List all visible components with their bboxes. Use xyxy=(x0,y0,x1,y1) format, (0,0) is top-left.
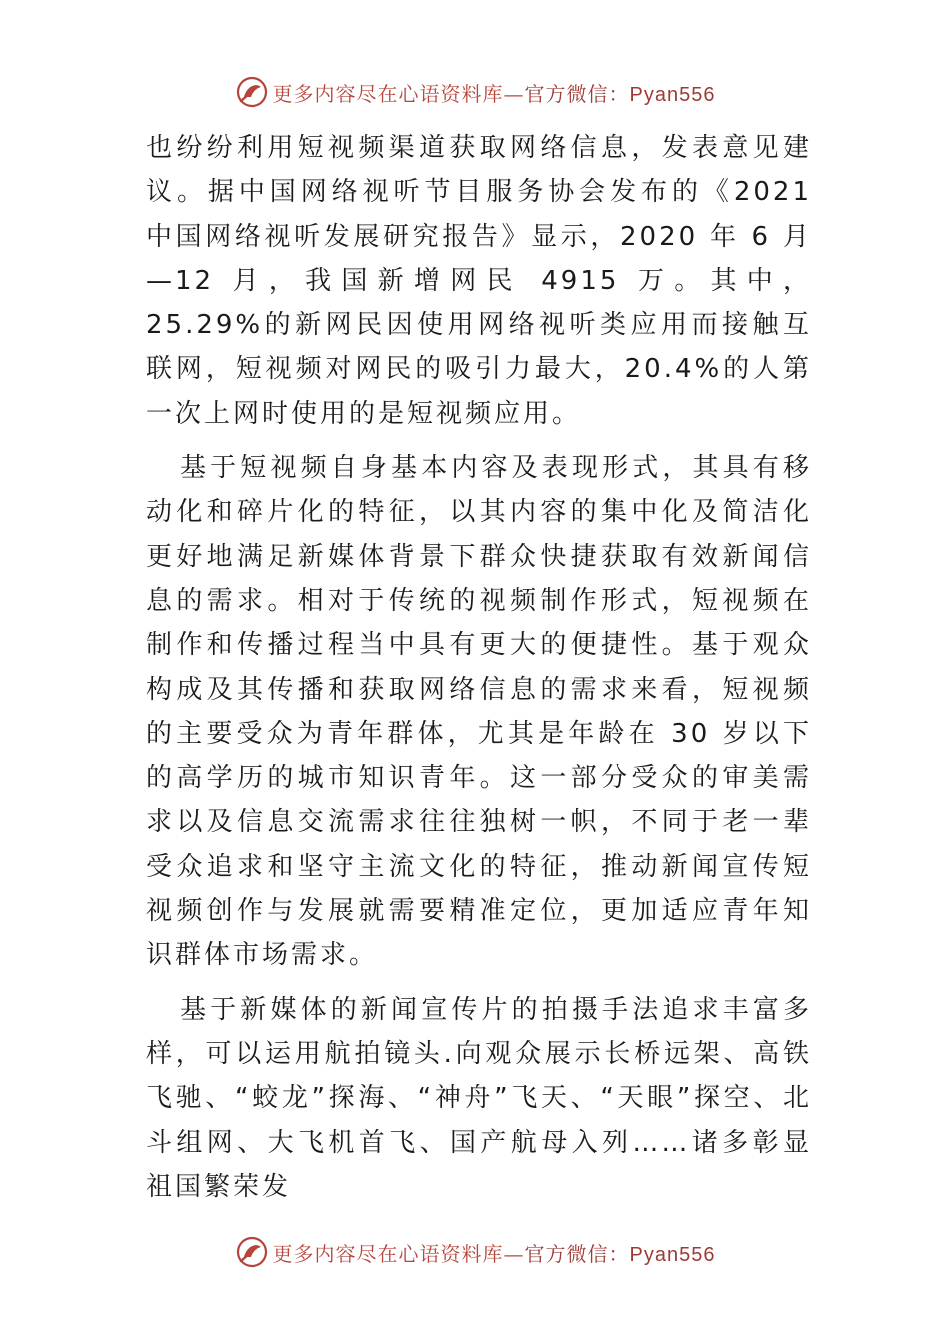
document-body xyxy=(146,126,812,1219)
footer-wechat-id: Pyan556 xyxy=(629,1243,716,1266)
footer-wechat-label: 官方微信： xyxy=(524,1241,630,1266)
header-wechat-id: Pyan556 xyxy=(629,83,716,106)
logo-icon xyxy=(235,1235,269,1269)
header-banner-text xyxy=(273,78,716,107)
header-banner-main: 更多内容尽在心语资料库— xyxy=(272,81,525,106)
paragraph-2: 基于短视频自身基本内容及表现形式，其具有移动化和碎片化的特征，以其内容的集中化及简洁化更好地满足新媒体背景下群众快捷获取有效新闻信息的需求。相对于传统的视频制作形式，短视频在制作和传播过程当中具有更大的便捷性。基于观众构成及其传播和获取网络信息的需求来看，短视频的主要受众为青年群体，尤其是年龄在 30 岁以下的高学历的城市知识青年。这一部分受众的审美需求以及信息交流需求往往独树一帜，不同于老一辈受众追求和坚守主流文化的特征，推动新闻宣传短视频创作与发展就需要精准定位，更加适应青年知识群体市场需求。 xyxy=(146,453,812,971)
footer-banner xyxy=(0,1232,950,1272)
paragraph-1: 也纷纷利用短视频渠道获取网络信息，发表意见建议。据中国网络视听节目服务协会发布的《2021 中国网络视听发展研究报告》显示，2020 年 6 月—12 月，我国新增网民 4915 万。其中，25.29%的新网民因使用网络视听类应用而接触互联网，短视频对网民的吸引力最大，20.4%的人第一次上网时使用的是短视频应用。 xyxy=(146,133,812,429)
header-wechat-label: 官方微信： xyxy=(524,81,630,106)
paragraph-3: 基于新媒体的新闻宣传片的拍摄手法追求丰富多样，可以运用航拍镜头.向观众展示长桥远架、高铁飞驰、“蛟龙”探海、“神舟”飞天、“天眼”探空、北斗组网、大飞机首飞、国产航母入列……诸多彰显祖国繁荣发 xyxy=(146,994,812,1202)
logo-icon xyxy=(235,75,269,109)
footer-banner-text xyxy=(273,1238,716,1267)
footer-banner-main: 更多内容尽在心语资料库— xyxy=(272,1241,525,1266)
header-banner xyxy=(0,72,950,112)
